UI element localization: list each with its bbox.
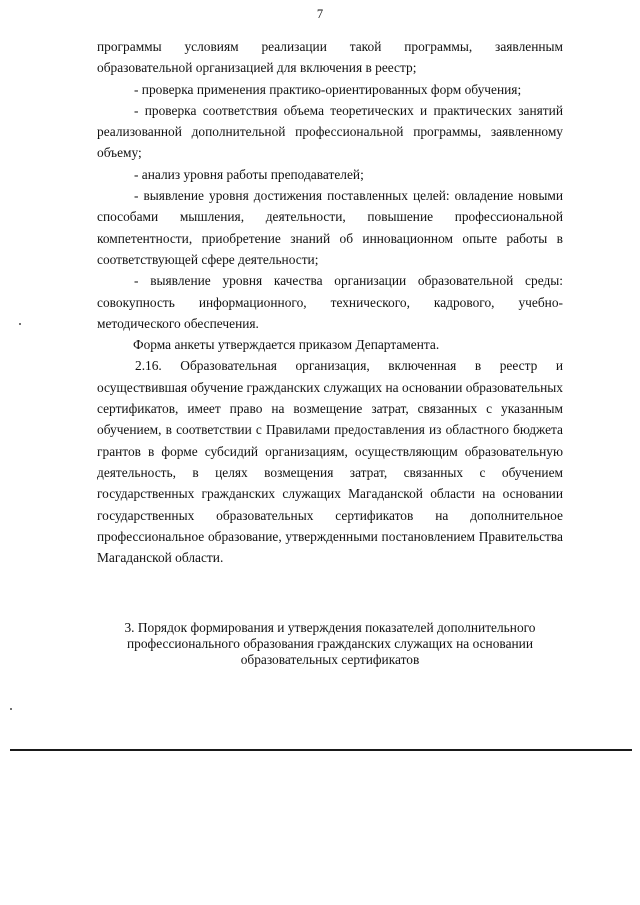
scan-speck [10, 708, 12, 710]
scan-speck [19, 323, 21, 325]
paragraph-continuation: программы условиям реализации такой программы, заявленным образовательной организацией для включения в реестр; [97, 39, 563, 76]
section-heading: 3. Порядок формирования и утверждения показателей дополнительного профессионального образования гражданских служащих на основании образовательных сертификатов [124, 620, 536, 667]
list-item-teacher-analysis: - анализ уровня работы преподавателей; [134, 166, 364, 182]
list-item-goals-achievement: - выявление уровня достижения поставленных целей: овладение новыми способами мышления, деятельности, повышение профессиональной компетентности, приобретение знаний об инновационном опыте работы в соответствующей сфере деятельности; [97, 188, 563, 267]
page-number: 7 [316, 7, 324, 21]
footer-divider [10, 749, 632, 751]
list-item-practice-forms: - проверка применения практико-ориентированных форм обучения; [134, 81, 522, 97]
document-body [97, 36, 563, 568]
list-item-environment-quality: - выявление уровня качества организации образовательной среды: совокупность информационного, технического, кадрового, учебно-методического обеспечения. [97, 273, 563, 331]
list-item-volume-check: - проверка соответствия объема теоретических и практических занятий реализованной дополнительной профессиональной программы, заявленному объему; [97, 102, 563, 161]
paragraph-2-16: 2.16. Образовательная организация, включенная в реестр и осуществившая обучение гражданских служащих на основании образовательных сертификатов, имеет право на возмещение затрат, связанных с указанным обучением, в соответствии с Правилами предоставления из областного бюджета грантов в форме субсидий организациям, осуществляющим образовательную деятельность, в целях возмещения затрат, связанных с обучением государственных гражданских служащих Магаданской области на основании государственных образовательных сертификатов на дополнительное профессиональное образование, утвержденными постановлением Правительства Магаданской области. [97, 358, 563, 566]
paragraph-form-approval: Форма анкеты утверждается приказом Департамента. [133, 337, 440, 353]
